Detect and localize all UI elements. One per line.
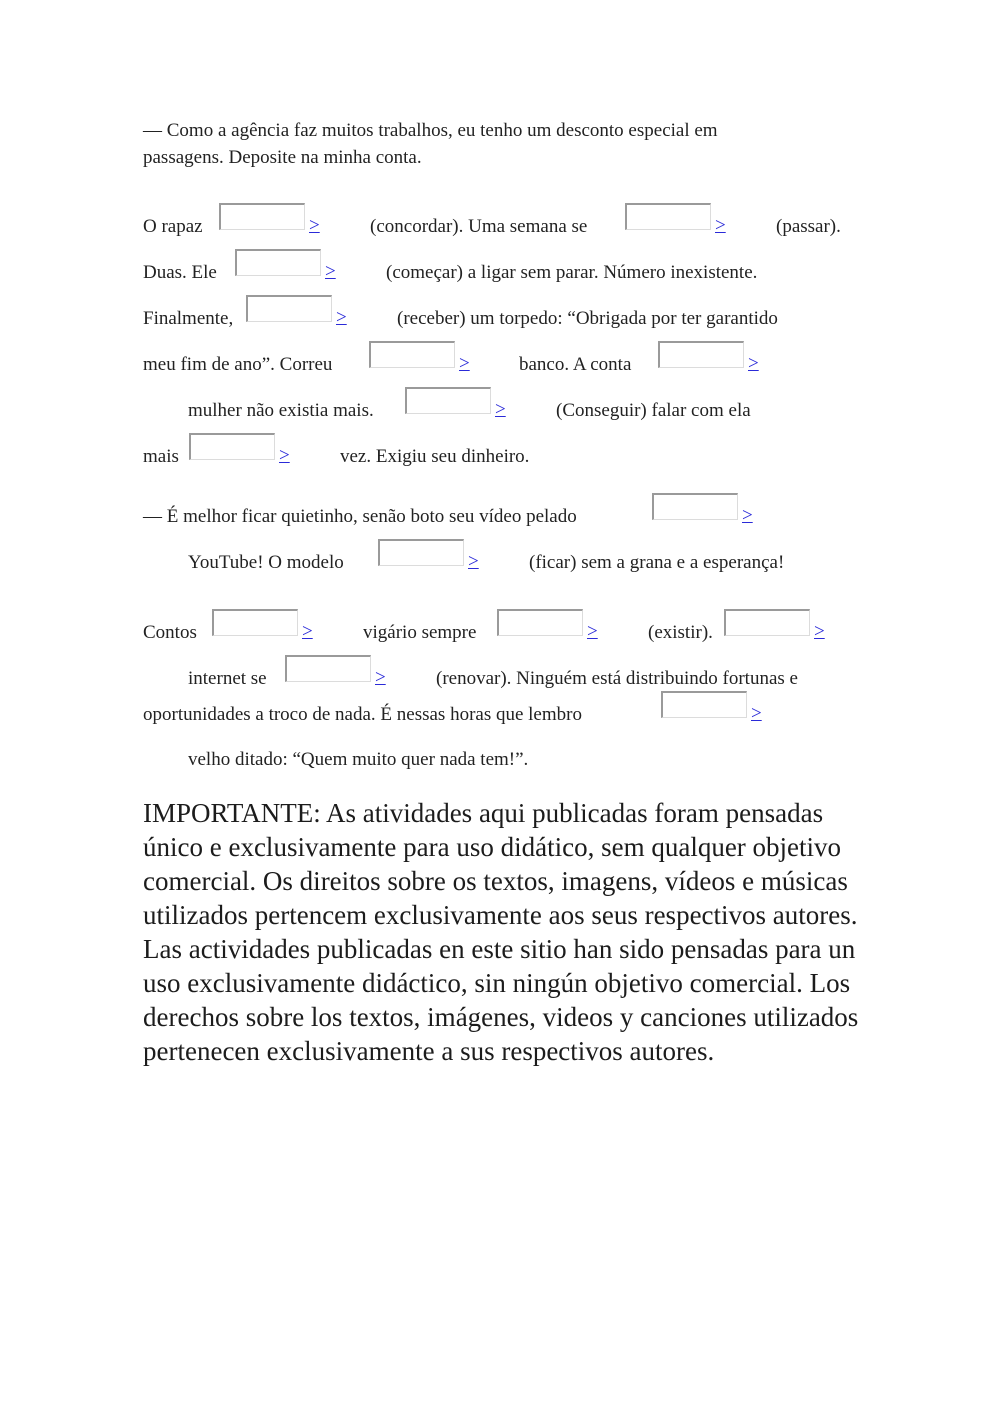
answer-arrow-13[interactable]: > (814, 621, 825, 642)
answer-box-11[interactable] (212, 609, 298, 636)
answer-arrow-14[interactable]: > (375, 667, 386, 688)
answer-box-15[interactable] (661, 691, 747, 718)
answer-arrow-5[interactable]: > (459, 353, 470, 374)
row1-text-a: O rapaz (143, 216, 203, 237)
row3-text-b: (receber) um torpedo: “Obrigada por ter garantido (397, 308, 778, 329)
answer-box-1[interactable] (219, 203, 305, 230)
answer-arrow-3[interactable]: > (325, 261, 336, 282)
row4-text-b: banco. A conta (519, 354, 632, 375)
row9-text-a: Contos (143, 622, 197, 643)
row2-text-a: Duas. Ele (143, 262, 217, 283)
answer-arrow-4[interactable]: > (336, 307, 347, 328)
row9-text-c: (existir). (648, 622, 713, 643)
answer-box-12[interactable] (497, 609, 583, 636)
row8-text-b: (ficar) sem a grana e a esperança! (529, 552, 785, 573)
answer-arrow-15[interactable]: > (751, 703, 762, 724)
answer-box-7[interactable] (405, 387, 491, 414)
answer-box-8[interactable] (189, 433, 275, 460)
answer-box-5[interactable] (369, 341, 455, 368)
row2-text-b: (começar) a ligar sem parar. Número inexistente. (386, 262, 758, 283)
answer-arrow-7[interactable]: > (495, 399, 506, 420)
row10-text-a: internet se (188, 668, 267, 689)
answer-arrow-2[interactable]: > (715, 215, 726, 236)
intro-line-2: passagens. Deposite na minha conta. (143, 147, 422, 168)
row6-text-a: mais (143, 446, 179, 467)
answer-box-13[interactable] (724, 609, 810, 636)
row4-text-a: meu fim de ano”. Correu (143, 354, 333, 375)
answer-arrow-12[interactable]: > (587, 621, 598, 642)
row10-text-b: (renovar). Ninguém está distribuindo fortunas e (436, 668, 798, 689)
row6-text-b: vez. Exigiu seu dinheiro. (340, 446, 530, 467)
row8-text-a: YouTube! O modelo (188, 552, 344, 573)
answer-arrow-8[interactable]: > (279, 445, 290, 466)
answer-box-2[interactable] (625, 203, 711, 230)
row5-text-b: (Conseguir) falar com ela (556, 400, 751, 421)
answer-arrow-10[interactable]: > (468, 551, 479, 572)
answer-arrow-1[interactable]: > (309, 215, 320, 236)
row12-text-a: velho ditado: “Quem muito quer nada tem!”. (188, 749, 529, 770)
answer-arrow-6[interactable]: > (748, 353, 759, 374)
answer-box-4[interactable] (246, 295, 332, 322)
answer-box-9[interactable] (652, 493, 738, 520)
answer-box-14[interactable] (285, 655, 371, 682)
answer-box-6[interactable] (658, 341, 744, 368)
row1-text-c: (passar). (776, 216, 841, 237)
row3-text-a: Finalmente, (143, 308, 234, 329)
row1-text-b: (concordar). Uma semana se (370, 216, 588, 237)
row9-text-b: vigário sempre (363, 622, 477, 643)
row11-text-a: oportunidades a troco de nada. É nessas horas que lembro (143, 704, 582, 725)
answer-arrow-9[interactable]: > (742, 505, 753, 526)
intro-line-1: — Como a agência faz muitos trabalhos, eu tenho um desconto especial em (143, 120, 718, 141)
answer-arrow-11[interactable]: > (302, 621, 313, 642)
answer-box-10[interactable] (378, 539, 464, 566)
important-notice: IMPORTANTE: As atividades aqui publicadas foram pensadas único e exclusivamente para uso didático, sem qualquer objetivo comercial. Os direitos sobre os textos, imagens, vídeos e músicas utilizados pertencem exclusivamente aos seus respectivos autores. Las actividades publicadas en este sitio han sido pensadas para un uso exclusivamente didáctico, sin ningún objetivo comercial. Los derechos sobre los textos, imágenes, videos y canciones utilizados pertenecen exclusivamente a sus respectivos autores. (143, 798, 859, 1066)
row7-text-a: — É melhor ficar quietinho, senão boto seu vídeo pelado (143, 506, 577, 527)
row5-text-a: mulher não existia mais. (188, 400, 374, 421)
answer-box-3[interactable] (235, 249, 321, 276)
